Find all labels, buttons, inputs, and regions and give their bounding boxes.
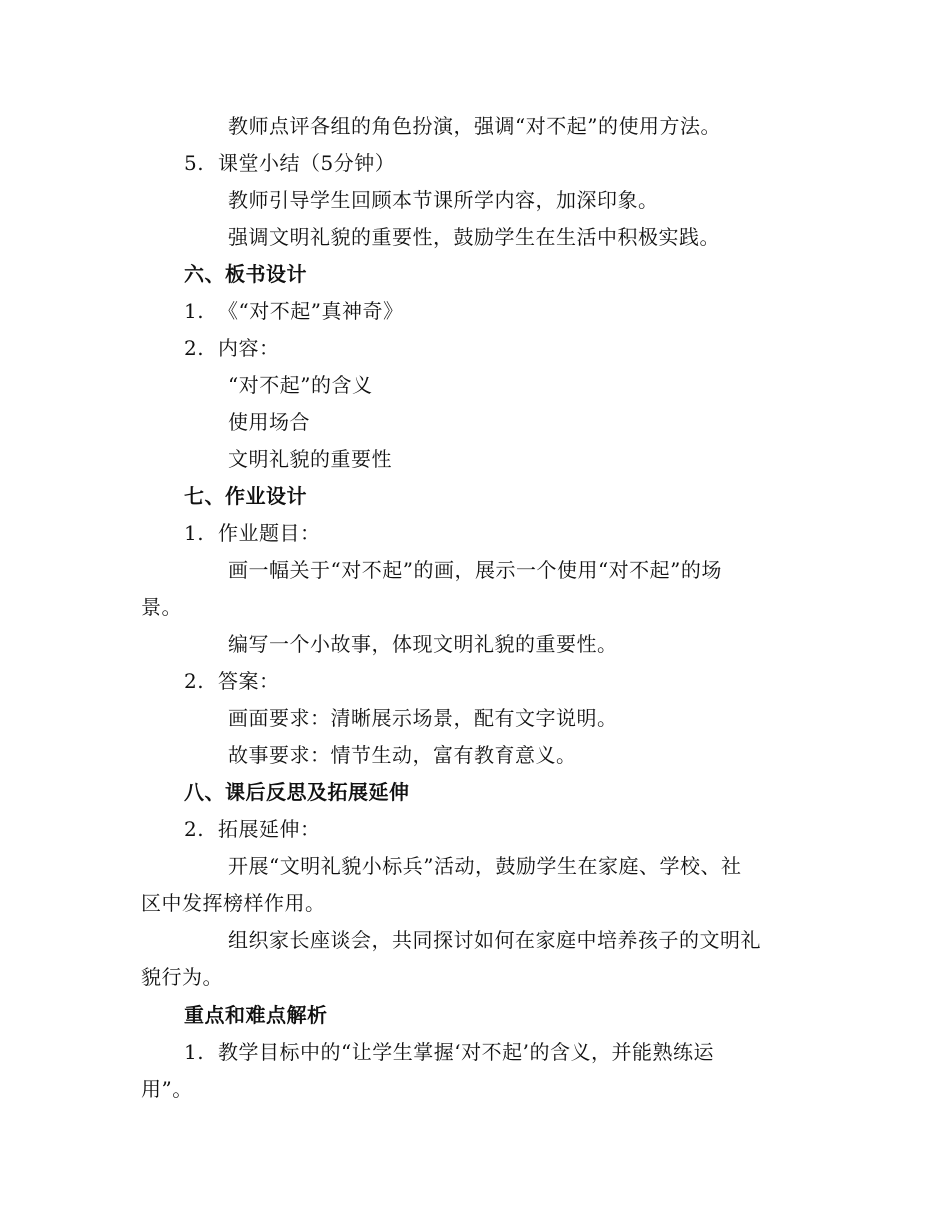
section-heading: 六、板书设计 [184,262,307,286]
list-item-label: 课堂小结（5分钟） [218,151,396,175]
paragraph: 画面要求：清晰展示场景，配有文字说明。 [228,706,618,730]
section-heading: 八、课后反思及拓展延伸 [184,780,410,804]
list-item-label: 拓展延伸： [218,817,321,841]
list-item [184,668,280,694]
paragraph: 组织家长座谈会，共同探讨如何在家庭中培养孩子的文明礼 [228,928,761,952]
list-item [184,150,395,176]
paragraph: 故事要求：情节生动，富有教育意义。 [228,743,577,767]
list-item-label: 教学目标中的“让学生掌握‘对不起’的含义，并能熟练运 [218,1040,714,1064]
paragraph: 区中发挥榜样作用。 [141,891,326,915]
list-number: 1. [184,1040,205,1064]
list-item-label: 《“对不起”真神奇》 [218,299,404,323]
section-heading: 重点和难点解析 [184,1003,328,1027]
paragraph: 文明礼貌的重要性 [228,447,392,471]
list-number: 1. [184,299,205,323]
list-item [184,1039,714,1065]
section-heading: 七、作业设计 [184,484,307,508]
list-item-label: 作业题目： [218,521,321,545]
list-number: 5. [184,151,205,175]
paragraph: “对不起”的含义 [228,373,373,397]
list-number: 1. [184,521,205,545]
paragraph: 景。 [141,595,182,619]
paragraph: 貌行为。 [141,965,223,989]
paragraph: 用”。 [141,1077,193,1101]
list-item [184,816,321,842]
paragraph: 教师点评各组的角色扮演，强调“对不起”的使用方法。 [228,114,721,138]
list-number: 2. [184,669,205,693]
paragraph: 教师引导学生回顾本节课所学内容，加深印象。 [228,188,659,212]
list-item-label: 内容： [218,336,280,360]
list-item [184,335,280,361]
paragraph: 强调文明礼貌的重要性，鼓励学生在生活中积极实践。 [228,225,720,249]
list-item [184,520,321,546]
list-item [184,298,403,324]
list-item-label: 答案： [218,669,280,693]
list-number: 2. [184,336,205,360]
paragraph: 画一幅关于“对不起”的画，展示一个使用“对不起”的场 [228,558,722,582]
paragraph: 开展“文明礼貌小标兵”活动，鼓励学生在家庭、学校、社 [228,854,742,878]
paragraph: 使用场合 [228,410,310,434]
paragraph: 编写一个小故事，体现文明礼貌的重要性。 [228,632,618,656]
list-number: 2. [184,817,205,841]
